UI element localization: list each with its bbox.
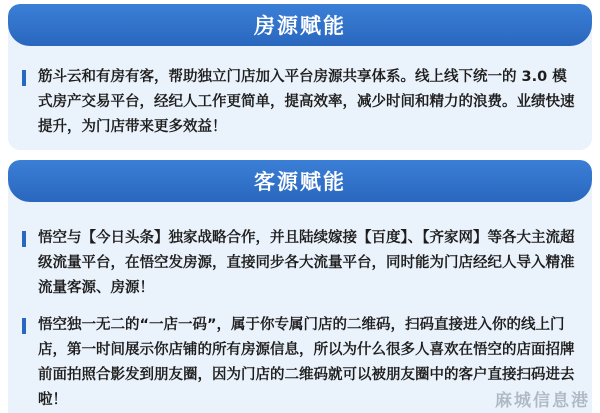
customer-empowerment-title: 客源赋能 [8, 160, 592, 202]
housing-empowerment-title: 房源赋能 [8, 4, 592, 46]
housing-empowerment-paragraph [8, 65, 592, 140]
bullet-bar-icon [22, 231, 26, 247]
paragraph-text: 悟空独一无二的“一店一码”，属于你专属门店的二维码，扫码直接进入你的线上门店，第一时间展示你店铺的所有房源信息，所以为什么很多人喜欢在悟空的店面招牌前面拍照合影发到朋友圈，因为门店的二维码就可以被朋友圈中的客户直接扫码进去啦！ [38, 317, 575, 408]
bullet-bar-icon [22, 70, 26, 86]
paragraph-text: 筋斗云和有房有客，帮助独立门店加入平台房源共享体系。线上线下统一的 3.0 模式房产交易平台，经纪人工作更简单，提高效率，减少时间和精力的浪费。业绩快速提升，为门店带来更多效益！ [38, 69, 575, 135]
bullet-bar-icon [22, 318, 26, 334]
paragraph-text: 悟空与【今日头条】独家战略合作，并且陆续嫁接【百度】、【齐家网】等各大主流超级流量平台，在悟空发房源，直接同步各大流量平台，同时能为门店经纪人导入精准流量客源、房源！ [38, 230, 575, 296]
customer-empowerment-paragraph-1 [8, 226, 592, 301]
housing-empowerment-card [8, 4, 592, 150]
customer-empowerment-card [8, 160, 592, 413]
watermark: 麻城信息港 [495, 391, 590, 411]
